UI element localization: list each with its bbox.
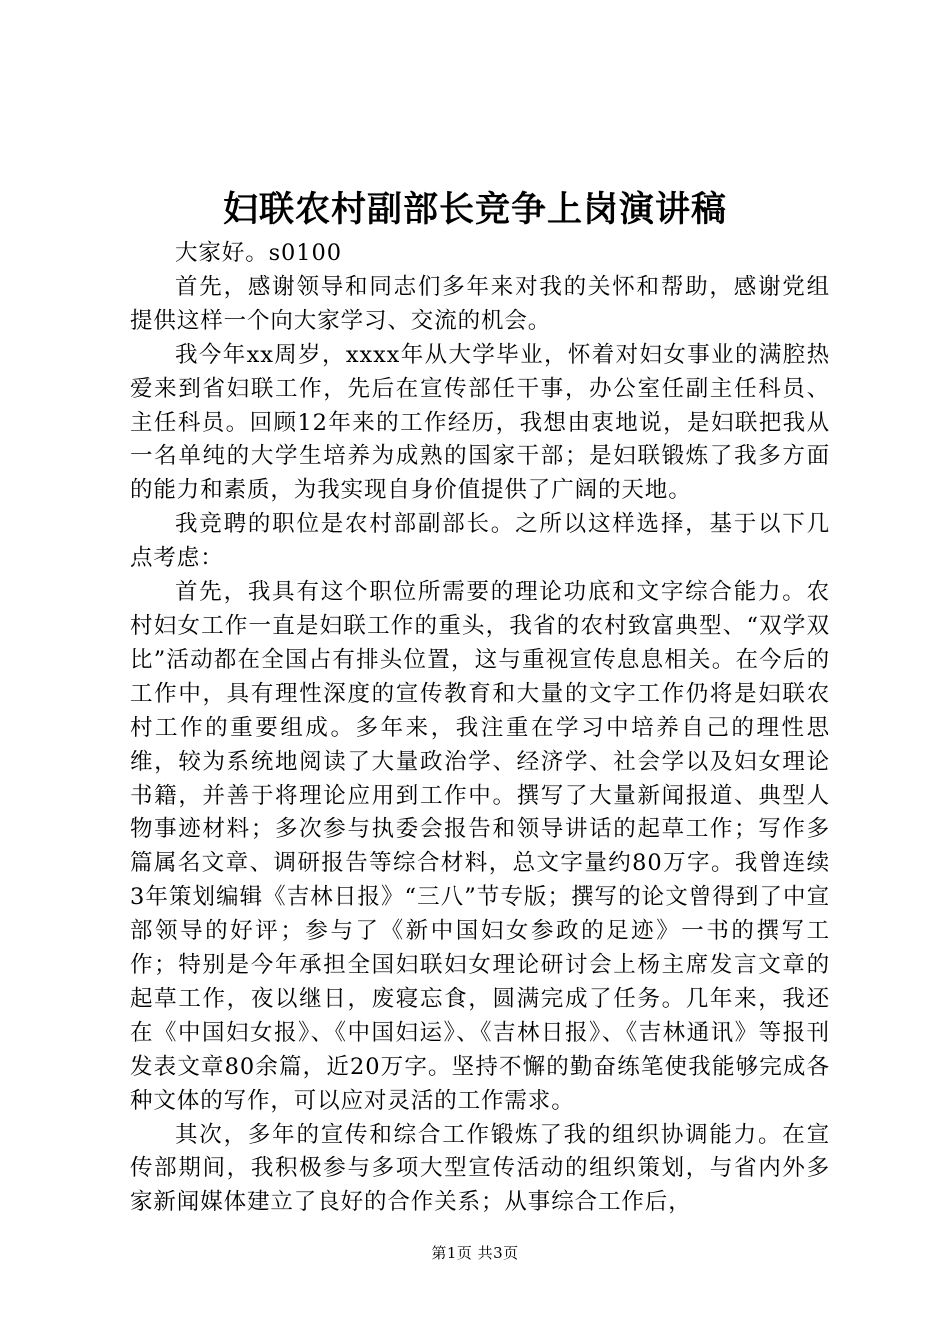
paragraph-thanks: 首先，感谢领导和同志们多年来对我的关怀和帮助，感谢党组提供这样一个向大家学习、交流的机会。 (130, 273, 830, 334)
paragraph-greeting: 大家好。s0100 (175, 240, 342, 266)
document-body (130, 237, 830, 1220)
paragraph-first-reason: 首先，我具有这个职位所需要的理论功底和文字综合能力。农村妇女工作一直是妇联工作的重头，我省的农村致富典型、“双学双比”活动都在全国占有排头位置，这与重视宣传息息相关。在今后的工作中，具有理性深度的宣传教育和大量的文字工作仍将是妇联农村工作的重要组成。多年来，我注重在学习中培养自己的理性思维，较为系统地阅读了大量政治学、经济学、社会学以及妇女理论书籍，并善于将理论应用到工作中。撰写了大量新闻报道、典型人物事迹材料；多次参与执委会报告和领导讲话的起草工作；写作多篇属名文章、调研报告等综合材料，总文字量约80万字。我曾连续3年策划编辑《吉林日报》“三八”节专版；撰写的论文曾得到了中宣部领导的好评；参与了《新中国妇女参政的足迹》一书的撰写工作；特别是今年承担全国妇联妇女理论研讨会上杨主席发言文章的起草工作，夜以继日，废寝忘食，圆满完成了任务。几年来，我还在《中国妇女报》、《中国妇运》、《吉林日报》、《吉林通讯》等报刊发表文章80余篇，近20万字。坚持不懈的勤奋练笔使我能够完成各种文体的写作，可以应对灵活的工作需求。 (130, 579, 830, 1114)
document-title: 妇联农村副部长竞争上岗演讲稿 (222, 189, 727, 230)
paragraph-second-reason: 其次，多年的宣传和综合工作锻炼了我的组织协调能力。在宣传部期间，我积极参与多项大型宣传活动的组织策划，与省内外多家新闻媒体建立了良好的合作关系；从事综合工作后， (130, 1121, 830, 1216)
page-number-footer: 第1页 共3页 (431, 1244, 519, 1262)
paragraph-position: 我竞聘的职位是农村部副部长。之所以这样选择，基于以下几点考虑： (130, 511, 830, 572)
paragraph-background: 我今年xx周岁，xxxx年从大学毕业，怀着对妇女事业的满腔热爱来到省妇联工作，先后在宣传部任干事，办公室任副主任科员、主任科员。回顾12年来的工作经历，我想由衷地说，是妇联把我从一名单纯的大学生培养为成熟的国家干部；是妇联锻炼了我多方面的能力和素质，为我实现自身价值提供了广阔的天地。 (130, 341, 830, 504)
